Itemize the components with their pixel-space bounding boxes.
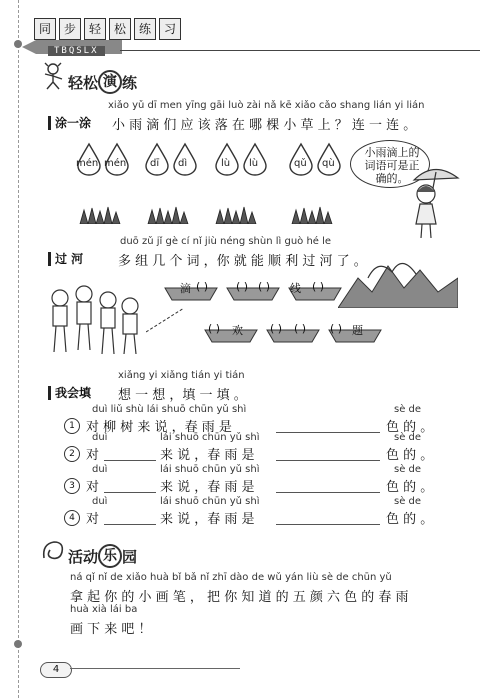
boat-label: ( )	[312, 280, 325, 293]
heading-char: 练	[122, 73, 138, 92]
boat-label: ( )	[330, 322, 343, 335]
row-pinyin: lái shuō chūn yǔ shì	[160, 464, 260, 475]
answer-blank[interactable]	[276, 432, 380, 433]
header-code: TBQSLX	[48, 46, 105, 56]
raindrop-label: mén	[76, 158, 99, 169]
task2-instruction: 多 组 几 个 词 ，你 就 能 顺 利 过 河 了 。	[118, 254, 367, 269]
row-number: 3	[64, 478, 80, 494]
row-pinyin: sè de	[394, 432, 422, 443]
boat-label: ( )	[196, 280, 209, 293]
row-text: 色 的 。	[386, 448, 434, 463]
task1-pinyin: xiǎo yǔ dī men yīng gāi luò zài nǎ kē xiǎo cǎo shang lián yi lián	[108, 100, 425, 111]
row-number: 4	[64, 510, 80, 526]
row-text: 色 的 。	[386, 512, 434, 527]
row-number: 2	[64, 446, 80, 462]
raindrop-label: dì	[178, 158, 188, 169]
activity-text-line2: 画 下 来 吧 ！	[70, 622, 152, 637]
grass-clump-icon[interactable]	[290, 206, 336, 224]
row-pinyin: duì	[92, 432, 108, 443]
task1-label: 涂一涂	[48, 116, 91, 130]
row-text: 对 柳 树 来 说 ，春 雨 是	[86, 420, 232, 435]
boat-label: ( )	[270, 322, 283, 335]
task2-pinyin: duō zǔ jǐ gè cí nǐ jiù néng shùn lì guò hé le	[120, 236, 332, 247]
raindrop-label: qǔ	[294, 158, 307, 169]
riverbank-scenery	[338, 248, 458, 308]
section-heading-activity	[68, 544, 137, 568]
raindrop-label: lù	[221, 158, 231, 169]
task3-pinyin: xiǎng yi xiǎng tián yi tián	[118, 370, 245, 381]
task2-label: 过 河	[48, 252, 83, 266]
row-pinyin: sè de	[394, 496, 422, 507]
answer-blank[interactable]	[104, 460, 156, 461]
children-group-illustration	[46, 284, 146, 356]
footer-rule	[70, 668, 240, 669]
answer-blank[interactable]	[276, 492, 380, 493]
page-number: 4	[40, 662, 72, 678]
boat-icon[interactable]	[164, 280, 218, 302]
swirl-icon	[40, 538, 66, 564]
header-char: 练	[134, 18, 156, 40]
row-text: 对	[86, 480, 100, 495]
boat-label: ( )	[294, 322, 307, 335]
boat-label: 滴	[180, 282, 191, 295]
activity-text-line1: 拿 起 你 的 小 画 笔 ， 把 你 知 道 的 五 颜 六 色 的 春 雨	[70, 590, 409, 605]
row-pinyin: sè de	[394, 464, 422, 475]
row-number: 1	[64, 418, 80, 434]
header-char: 松	[109, 18, 131, 40]
row-text: 对	[86, 512, 100, 527]
row-text: 来 说 ，春 雨 是	[160, 448, 255, 463]
boat-icon[interactable]	[226, 280, 280, 302]
row-pinyin: duì	[92, 496, 108, 507]
rope-line	[146, 304, 186, 334]
row-text: 来 说 ，春 雨 是	[160, 512, 255, 527]
row-pinyin: duì	[92, 464, 108, 475]
task1-instruction: 小 雨 滴 们 应 该 落 在 哪 棵 小 草 上 ？ 连 一 连 。	[112, 118, 417, 133]
row-pinyin: duì liǔ shù lái shuō chūn yǔ shì	[92, 404, 247, 415]
binding-line	[18, 0, 19, 698]
boat-label: ( )	[236, 280, 249, 293]
answer-blank[interactable]	[104, 524, 156, 525]
raindrop-label: mén	[104, 158, 127, 169]
grass-clump-icon[interactable]	[146, 206, 192, 224]
header-char: 习	[159, 18, 181, 40]
answer-blank[interactable]	[276, 460, 380, 461]
boat-label: ( )	[208, 322, 221, 335]
row-text: 来 说 ，春 雨 是	[160, 480, 255, 495]
task3-label: 我会填	[48, 386, 91, 400]
task3-instruction: 想 一 想 ，填 一 填 。	[118, 388, 247, 403]
row-pinyin: lái shuō chūn yǔ shì	[160, 496, 260, 507]
boat-label: 欢	[232, 324, 243, 337]
raindrop-label: lù	[249, 158, 259, 169]
activity-pinyin-line1: ná qǐ nǐ de xiǎo huà bǐ bǎ nǐ zhī dào de wǔ yán liù sè de chūn yǔ	[70, 572, 392, 583]
grass-clump-icon[interactable]	[78, 206, 124, 224]
boat-label: ( )	[258, 280, 271, 293]
header-title	[34, 18, 184, 40]
answer-blank[interactable]	[104, 492, 156, 493]
raindrop-label: dī	[150, 158, 160, 169]
answer-blank[interactable]	[276, 524, 380, 525]
header-char: 步	[59, 18, 81, 40]
boat-label: 线	[290, 282, 301, 295]
running-kid-icon	[40, 62, 66, 90]
heading-char: 轻	[68, 73, 84, 92]
raindrop-label: qù	[322, 158, 335, 169]
heading-char-circled: 乐	[98, 544, 122, 568]
row-text: 色 的 。	[386, 480, 434, 495]
heading-char: 园	[122, 547, 138, 566]
row-text: 色 的 。	[386, 420, 434, 435]
header-char: 同	[34, 18, 56, 40]
binding-hole	[14, 40, 22, 48]
header-rule	[120, 50, 480, 51]
row-text: 对	[86, 448, 100, 463]
activity-pinyin-line2: huà xià lái ba	[70, 604, 138, 615]
binding-hole	[14, 640, 22, 648]
heading-char-circled: 演	[98, 70, 122, 94]
section-heading-practice	[68, 70, 137, 94]
grass-clump-icon[interactable]	[214, 206, 260, 224]
heading-char: 动	[83, 547, 99, 566]
speech-bubble-text: 小雨滴上的词语可是正确的。	[364, 146, 420, 185]
row-pinyin: sè de	[394, 404, 422, 415]
girl-umbrella-illustration	[404, 164, 462, 242]
header-char: 轻	[84, 18, 106, 40]
heading-char: 活	[68, 547, 84, 566]
boat-label: 题	[352, 324, 363, 337]
heading-char: 松	[83, 73, 99, 92]
row-pinyin: lái shuō chūn yǔ shì	[160, 432, 260, 443]
